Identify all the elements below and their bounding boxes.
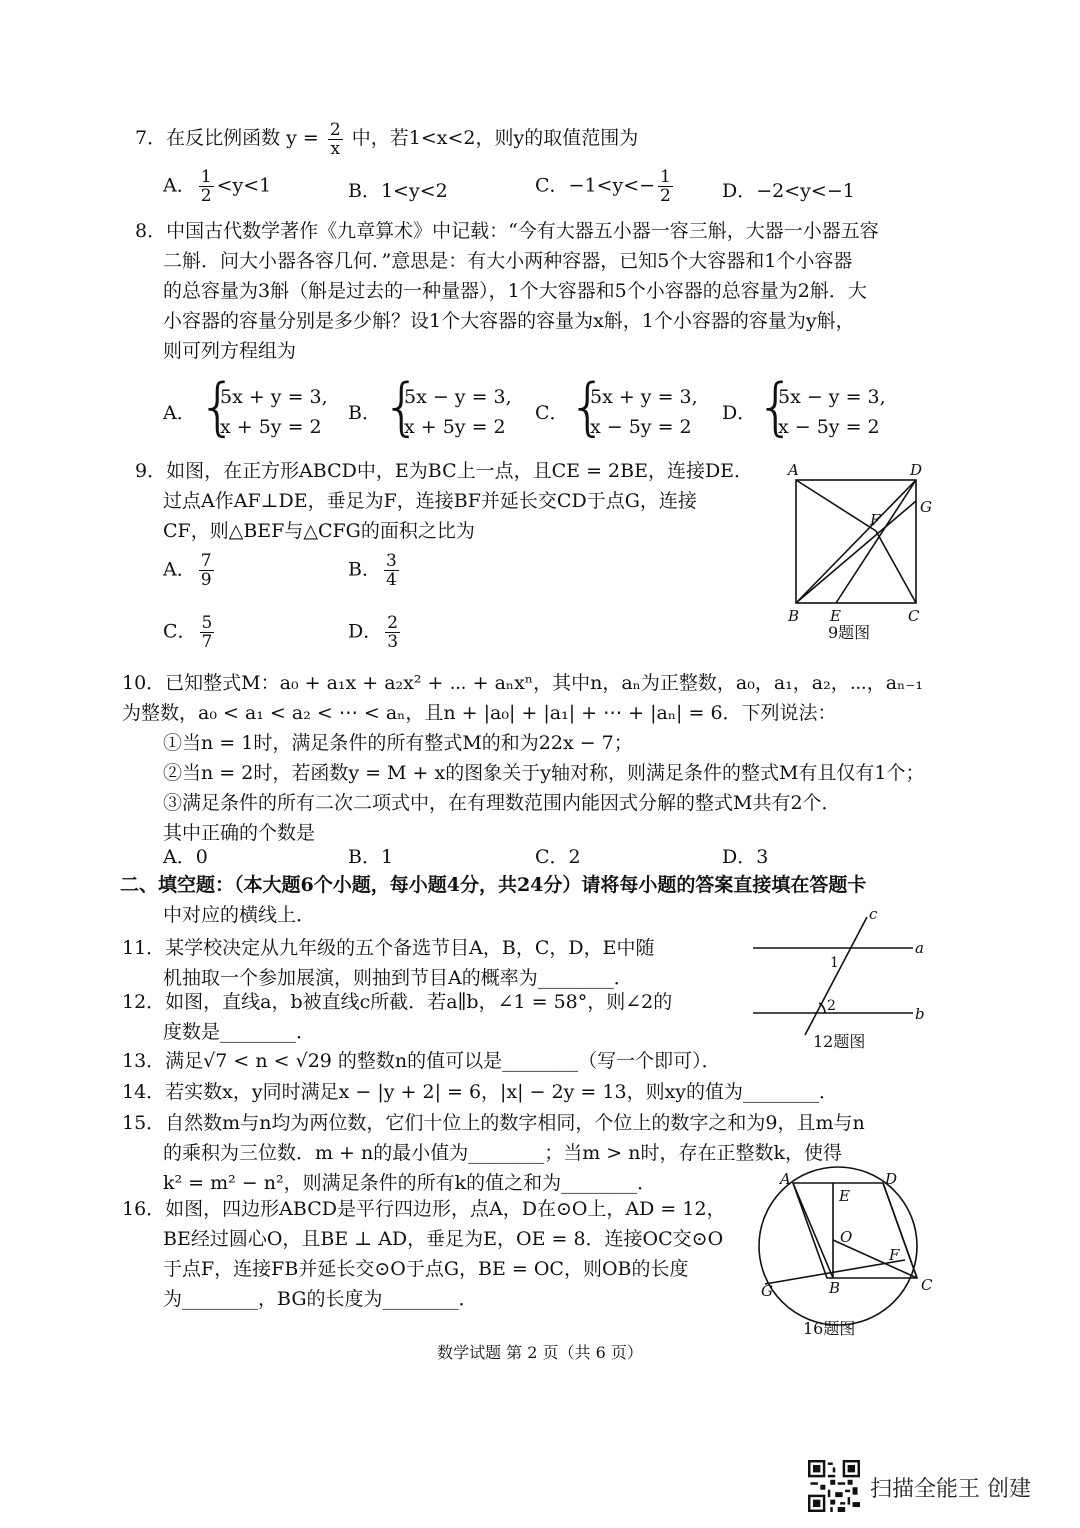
q7-stem-a: 7．在反比例函数 (135, 127, 281, 149)
q16-figure (755, 1166, 945, 1346)
q12-label-b: b (915, 1005, 925, 1023)
q8-opt-a-label: A． (163, 402, 196, 424)
q8-line-2: 二斛．问大小器各容几何．”意思是：有大小两种容器，已知5个大容器和1个小容器 (163, 250, 853, 272)
q12-label-2: 2 (827, 998, 836, 1014)
q7-stem-b: 中，若1<x<2，则y的取值范围为 (351, 127, 639, 149)
q9-label-a: A (788, 461, 799, 479)
q9-label-e: E (830, 607, 841, 625)
q9-opt-d-den: 3 (387, 632, 399, 652)
q7-option-d: D．−2<y<−1 (722, 180, 855, 202)
q9-figure (780, 455, 950, 645)
q9-opt-b-label: B． (348, 558, 381, 581)
q16-stem (122, 1194, 762, 1314)
q10-statement-2: ②当n = 2时，若函数y = M + x的图象关于y轴对称，则满足条件的整式M有且仅有1个； (163, 762, 925, 784)
q9-opt-c-label: C． (163, 620, 197, 643)
q8-line-5: 则可列方程组为 (163, 340, 297, 362)
q9-line-bd (796, 480, 916, 603)
q8-line-4: 小容器的容量分别是多少斛？设1个大容器的容量为x斛，1个小容器的容量为y斛， (163, 310, 855, 332)
q8-opt-d-eq1: 5x − y = 3, (778, 386, 886, 408)
q10-line-1: 10．已知整式M：a₀ + a₁x + a₂x² + ⋯ + aₙxⁿ，其中n，aₙ为正整数，a₀，a₁，a₂，⋯，aₙ₋₁ (122, 672, 924, 694)
q7-opt-a-num: 1 (200, 167, 212, 187)
q16-label-b: B (829, 1279, 841, 1297)
q16-label-f: F (889, 1246, 900, 1264)
q8-line-3: 的总容量为3斛（斛是过去的一种量器），1个大容器和5个小容器的总容量为2斛．大 (163, 280, 867, 302)
q9-line-af (796, 480, 876, 531)
q16-label-d: D (885, 1170, 898, 1188)
q8-opt-b-eq2: x + 5y = 2 (404, 416, 506, 438)
q9-label-d: D (910, 461, 923, 479)
q7-option-b: B．1<y<2 (348, 180, 448, 202)
q16-line-2: BE经过圆心O，且BE ⊥ AD，垂足为E，OE = 8．连接OC交⊙O (163, 1228, 724, 1250)
q16-label-e: E (839, 1187, 850, 1205)
q16-line-ab-diag (793, 1183, 833, 1278)
q9-label-g: G (920, 498, 932, 516)
q10-option-a: A．0 (163, 846, 208, 868)
q10-question: 其中正确的个数是 (163, 822, 316, 844)
q8-line-1: 8．中国古代数学著作《九章算术》中记载：“今有大器五小器一容三斛，大器一小器五容 (135, 220, 879, 242)
q12-line-c (805, 917, 867, 1035)
q12-line-1: 12．如图，直线a，b被直线c所截．若a∥b，∠1 = 58°，则∠2的 (122, 991, 673, 1013)
q16-label-c: C (921, 1276, 933, 1294)
q9-opt-c-den: 7 (201, 632, 213, 652)
q7-opt-c-num: 1 (660, 167, 671, 187)
q8-opt-c-eq2: x − 5y = 2 (590, 416, 692, 438)
q10-option-c: C．2 (535, 846, 581, 868)
q9-opt-a-label: A． (163, 558, 196, 581)
q12-label-a: a (915, 939, 924, 957)
q11-stem (122, 933, 762, 993)
q9-line-bg (796, 501, 916, 603)
q7-opt-c-pre: C．−1<y<− (535, 174, 656, 197)
q10-option-b: B．1 (348, 846, 394, 868)
q9-opt-d-label: D． (348, 620, 383, 643)
q7-func-lhs: y = (286, 127, 319, 149)
q8-opt-c-eq1: 5x + y = 3, (590, 386, 698, 408)
q12-stem (122, 987, 762, 1047)
q9-label-b: B (788, 607, 800, 625)
q9-opt-b-den: 4 (385, 570, 397, 590)
q7-func-frac (328, 121, 343, 158)
q13-stem: 13．满足√7 < n < √29 的整数n的值可以是________（写一个即可）． (122, 1050, 721, 1072)
q7-opt-a-post: <y<1 (216, 174, 272, 197)
q9-line-3: CF，则△BEF与△CFG的面积之比为 (163, 520, 475, 542)
q16-line-4: 为________，BG的长度为________． (163, 1288, 478, 1310)
q9-line-cf (876, 531, 916, 603)
q16-label-o: O (840, 1228, 853, 1246)
q9-opt-b-num: 3 (385, 551, 397, 571)
q7-stem (135, 118, 638, 158)
q10-option-d: D．3 (722, 846, 769, 868)
q11-line-2: 机抽取一个参加展演，则抽到节目A的概率为________． (163, 967, 633, 989)
q7-opt-a-den: 2 (200, 186, 212, 206)
q12-line-2: 度数是________． (163, 1021, 316, 1043)
q16-label-g: G (761, 1282, 773, 1300)
q9-opt-c-num: 5 (201, 613, 213, 633)
q10-stem (122, 668, 952, 848)
q12-figure (745, 905, 945, 1055)
q9-line-1: 9．如图，在正方形ABCD中，E为BC上一点，且CE = 2BE，连接DE． (135, 460, 754, 482)
qr-code-icon (808, 1460, 860, 1512)
q8-opt-c-label: C． (535, 402, 569, 424)
q14-stem: 14．若实数x，y同时满足x − |y + 2| = 6，|x| − 2y = 13，则xy的值为________． (122, 1081, 839, 1103)
q8-opt-b-eq1: 5x − y = 3, (404, 386, 512, 408)
q7-opt-a-label: A． (163, 174, 196, 197)
q9-stem (135, 456, 785, 546)
q7-opt-c-den: 2 (660, 186, 671, 206)
q8-opt-b-label: B． (348, 402, 381, 424)
q12-caption: 12题图 (813, 1032, 866, 1051)
q10-statement-3: ③满足条件的所有二次二项式中，在有理数范围内能因式分解的整式M共有2个． (163, 792, 841, 814)
q16-caption: 16题图 (803, 1319, 856, 1338)
q8-opt-d-eq2: x − 5y = 2 (778, 416, 880, 438)
q15-line-1: 15．自然数m与n均为两位数，它们十位上的数字相同，个位上的数字之和为9，且m与n (122, 1112, 865, 1134)
q9-label-f: F (870, 511, 881, 529)
q9-opt-a-num: 7 (200, 551, 212, 571)
q9-option-c (163, 614, 217, 651)
q9-option-a (163, 552, 217, 589)
q8-stem (135, 216, 955, 366)
q7-func-num: 2 (329, 119, 341, 140)
q9-label-c: C (908, 607, 920, 625)
q9-line-de (836, 480, 916, 603)
q9-opt-a-den: 9 (200, 570, 212, 590)
q9-opt-d-num: 2 (387, 613, 399, 633)
q8-opt-a-eq2: x + 5y = 2 (220, 416, 322, 438)
q10-statement-1: ①当n = 1时，满足条件的所有整式M的和为22x − 7； (163, 732, 633, 754)
section-2-line-2: 中对应的横线上． (163, 904, 316, 926)
watermark-text: 扫描全能王 创建 (870, 1477, 1031, 1502)
q11-line-1: 11．某学校决定从九年级的五个备选节目A，B，C，D，E中随 (122, 937, 655, 959)
q15-line-3: k² = m² − n²，则满足条件的所有k的值之和为________． (163, 1172, 657, 1194)
q8-opt-d-label: D． (722, 402, 757, 424)
q9-option-b (348, 552, 402, 589)
section-2-line-1: 二、填空题：（本大题6个小题，每小题4分，共24分）请将每小题的答案直接填在答题卡 (120, 874, 867, 896)
q9-line-2: 过点A作AF⊥DE，垂足为F，连接BF并延长交CD于点G，连接 (163, 490, 697, 512)
q10-line-2: 为整数，a₀ < a₁ < a₂ < ⋯ < aₙ，且n + |a₀| + |a₁| + ⋯ + |aₙ| = 6．下列说法： (122, 702, 837, 724)
q9-option-d (348, 614, 403, 651)
q8-opt-a-eq1: 5x + y = 3, (220, 386, 328, 408)
q9-caption: 9题图 (828, 623, 871, 642)
q16-line-1: 16．如图，四边形ABCD是平行四边形，点A，D在⊙O上，AD = 12， (122, 1198, 726, 1220)
page-footer: 数学试题 第 2 页（共 6 页） (437, 1343, 643, 1362)
scanner-watermark (808, 1458, 1068, 1518)
q16-line-3: 于点F，连接FB并延长交⊙O于点G，BE = OC，则OB的长度 (163, 1258, 689, 1280)
exam-page: 7．在反比例函数 y = $\frac{2}{x}$ 中，若1<x<2，则y的取值范围为 A． $\frac{1}{2}$ <y<1 B．1<y<2 C．−1<y<− $\frac{1}{2}$ D．−2<y<−1 8．中国古代数学著作《九章算术》中记载：“今有大器五小器一容三斛，大器一小器五容 二斛．问大小器各容几何．”意思是：有大小两种容器，已知5个大容器和1个小容器 的总容量为3斛（斛是过去的一种量器），1个大容器和5个小容器的总容量为2斛．大 小容器的容量分别是多少斛？设1个大容器的容量为x斛，1个小容器的容量为y斛， 则可列方程组为 A． { 5x + y = 3, x + 5y = 2 B． { 5x − y = 3, x + 5y = 2 C． { 5x + y = 3, x − 5y = 2 D． { 5x − y = 3, x − 5y = 2 9．如图，在正方形ABCD中，E为BC上一点，且CE = 2BE，连接DE． 过点A作AF⊥DE，垂足为F，连接BF并延长交CD于点G，连接 CF，则△BEF与△CFG的面积之比为 A． $\frac{7}{9}$ B． $\frac{3}{4}$ C． $\frac{5}{7}$ D． $\frac{2}{3}$ A D G F B E C 9题图 10．已知整式M：a₀ + a₁x + a₂x² + ⋯ + aₙxⁿ，其中n，aₙ为正整数，a₀，a₁，a₂，⋯，aₙ₋₁ 为整数，a₀ < a₁ < a₂ < ⋯ < aₙ，且n + |a₀| + |a₁| + ⋯ + |aₙ| = 6．下列说法： ①当n = 1时，满足条件的所有整式M的和为22x − 7； ②当n = 2时，若函数y = M + x的图象关于y轴对称，则满足条件的整式M有且仅有1个； ③满足条件的所有二次二项式中，在有理数范围内能因式分解的整式M共有2个． 其中正确的个数是 A．0 B．1 C．2 D．3 二、填空题：（本大题6个小题，每小题4分，共24分）请将每小题的答案直接填在答题卡 中对应的横线上． 11．某学校决定从九年级的五个备选节目A，B，C，D，E中随 机抽取一个参加展演，则抽到节目A的概率为________． 12．如图，直线a，b被直线c所截．若a∥b，∠1 = 58°，则∠2的 度数是________． c a b 1 2 12题图 13．满足√7 < n < √29 的整数n的值可以是________（写一个即可）． 14．若实数x，y同时满足x − |y + 2| = 6，|x| − 2y = 13，则xy的值为________． 15．自然数m与n均为两位数，它们十位上的数字相同，个位上的数字之和为9，且m与n 的乘积为三位数．m + n的最小值为________；当m > n时，存在正整数k，使得 k² = m² − n²，则满足条件的所有k的值之和为________． 16．如图，四边形ABCD是平行四边形，点A，D在⊙O上，AD = 12， BE经过圆心O，且BE ⊥ AD，垂足为E，OE = 8．连接OC交⊙O 于点F，连接FB并延长交⊙O于点G，BE = OC，则OB的长度 为________，BG的长度为________． A D E O F C B G 16题图 数学试题 第 2 页（共 6 页） 扫描全能王 创建 (0, 0, 1080, 1528)
q7-func-den: x (330, 138, 341, 159)
q7-option-a (163, 168, 271, 205)
q15-line-2: 的乘积为三位数．m + n的最小值为________；当m > n时，存在正整数k，使得 (163, 1142, 843, 1164)
q7-option-c (535, 168, 676, 205)
q12-label-c: c (869, 905, 878, 923)
q12-label-1: 1 (830, 955, 839, 971)
q16-label-a: A (780, 1170, 791, 1188)
